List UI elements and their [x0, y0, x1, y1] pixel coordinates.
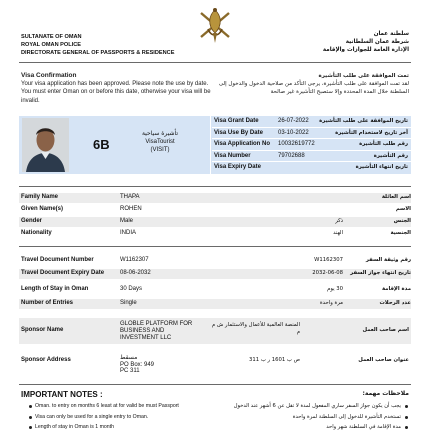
field-value: Single — [120, 300, 137, 306]
field-label: Family Name — [21, 194, 59, 200]
note-text-ar: يجب أن يكون جواز السفر ساري المفعول لمدة لا تقل عن 6 أشهر عند الدخول — [233, 403, 401, 409]
person-row-nationality — [21, 229, 411, 239]
person-row-given-names — [21, 205, 411, 215]
field-value-ar: 2032-06-08 — [312, 270, 343, 276]
confirmation-text: Your visa application has been approved. Please note the use by date. You must enter Oman on or before this date, otherwise your visa will be invalid. — [21, 81, 211, 104]
section-divider — [19, 246, 411, 247]
directorate-name-ar: الإدارة العامة للجوازات والإقامة — [322, 47, 409, 53]
bullet-icon — [29, 416, 32, 419]
person-row-gender — [21, 217, 411, 227]
header-divider — [19, 62, 411, 63]
person-photo-icon — [22, 118, 69, 172]
travel-row-expiry-date — [21, 269, 411, 279]
field-label-ar: الجنس — [393, 218, 411, 224]
visa-row-label: Visa Grant Date — [214, 118, 259, 124]
visa-row-label-ar: تاريخ الموافقة على طلب التأشيرة — [319, 118, 408, 124]
section-divider — [19, 384, 411, 385]
visa-type-code: 6B — [93, 137, 110, 152]
confirmation-title: Visa Confirmation — [21, 72, 77, 79]
field-value: THAPA — [120, 194, 140, 200]
travel-row-entries — [21, 299, 411, 309]
sponsor-name-line: INVESTMENT LLC — [120, 335, 172, 341]
field-label-ar: الجنسية — [390, 230, 411, 236]
sponsor-name — [120, 321, 192, 342]
visa-row-number — [212, 151, 411, 163]
bullet-icon — [405, 405, 408, 408]
sponsor-address — [120, 355, 154, 375]
visa-row-value: 03-10-2022 — [278, 129, 309, 136]
field-value: Male — [120, 218, 134, 224]
police-name: ROYAL OMAN POLICE — [21, 42, 81, 48]
field-label-ar: مدة الإقامة — [381, 286, 411, 292]
field-label-ar: تاريخ انتهاء جواز السفر — [350, 270, 411, 276]
confirmation-text-ar: لقد تمت الموافقة على طلب التأشيرة، يرجى التأكد من صلاحية الدخول والدخول إلى السلطنة خلال المدة المحددة وإلا ستصبح التأشيرة غير صالحة — [218, 81, 409, 96]
visa-row-value: 10032619772 — [278, 141, 315, 148]
police-name-ar: شرطة عمان السلطانية — [345, 39, 409, 45]
field-value: 08-06-2032 — [120, 270, 151, 276]
visa-row-label: Visa Application No — [214, 141, 271, 148]
visa-row-label: Visa Expiry Date — [214, 164, 261, 171]
note-text-ar: مدة الإقامة في السلطنة شهر واحد — [326, 424, 401, 430]
visa-row-label: Visa Use By Date — [214, 129, 263, 136]
header-right-arabic — [323, 30, 409, 54]
section-divider — [19, 186, 411, 187]
field-value: W1162307 — [120, 257, 149, 263]
visa-name-en: VisaTourist — [145, 139, 175, 145]
field-value: ROHEN — [120, 206, 142, 212]
field-label: Length of Stay in Oman — [21, 286, 89, 292]
bullet-icon — [29, 405, 32, 408]
visa-row-label: Visa Number — [214, 152, 251, 159]
field-value-ar: الهند — [333, 230, 343, 236]
field-label: Gender — [21, 218, 43, 224]
field-label: Travel Document Number — [21, 257, 94, 263]
field-label-ar: عدد الرحلات — [379, 300, 411, 306]
visa-row-application-no — [212, 139, 411, 151]
sponsor-name-line: BUSINESS AND — [120, 328, 165, 334]
bullet-icon — [405, 416, 408, 419]
confirmation-en — [21, 72, 216, 105]
confirmation-title-ar: تمت الموافقة على طلب التأشيرة — [318, 73, 409, 79]
sponsor-name-ar: المنصة العالمية للأعمال والاستثمار ش م م — [211, 322, 300, 335]
sponsor-address-line: PC 311 — [120, 368, 140, 374]
directorate-name: DIRECTORATE GENERAL OF PASSPORTS & RESIDENCE — [21, 50, 175, 56]
visa-row-label-ar: رقم طلب التأشيرة — [359, 141, 408, 148]
travel-row-length-of-stay — [21, 285, 411, 295]
visa-row-value: 79702688 — [278, 152, 305, 159]
visa-row-expiry-date — [212, 162, 411, 174]
sponsor-address-line: PO Box: 949 — [120, 361, 155, 368]
sponsor-address-ar: ص ب 1601 ر ب 311 — [249, 357, 300, 363]
sponsor-name-label: Sponsor Name — [21, 327, 64, 333]
note-text: Oman. to entry on months 6 least at for valid be must Passport — [35, 403, 179, 409]
visa-row-value: 26-07-2022 — [278, 118, 309, 124]
field-value: 30 Days — [120, 286, 143, 292]
header-left — [21, 33, 174, 57]
travel-row-document-number — [21, 256, 411, 266]
bullet-icon — [29, 426, 32, 429]
field-label: Given Name(s) — [21, 206, 64, 212]
field-value: INDIA — [120, 230, 137, 236]
visa-name-sub: (VISIT) — [150, 147, 170, 153]
visa-row-label-ar: آخر تاريخ لاستخدام التأشيرة — [335, 129, 408, 136]
notes-title-ar: ملاحظات مهمة: — [362, 390, 409, 397]
sponsor-name-label-ar: اسم صاحب العمل — [362, 327, 409, 333]
field-label: Travel Document Expiry Date — [21, 270, 105, 276]
visa-row-label-ar: رقم التأشيرة — [373, 152, 408, 159]
note-text-ar: تستخدم التأشيرة للدخول إلى السلطنة لمرة واحدة — [292, 414, 401, 420]
field-label: Nationality — [21, 230, 52, 236]
field-value-ar: ذكر — [335, 218, 343, 224]
note-text: Length of stay in Oman is 1 month — [35, 424, 115, 430]
note-text: Visa can only be used for a single entry to Oman. — [35, 414, 149, 420]
field-value-ar: W1162307 — [314, 257, 343, 263]
sponsor-address-label: Sponsor Address — [21, 357, 71, 363]
notes-title: IMPORTANT NOTES : — [21, 390, 103, 399]
visa-name-ar: تأشيرة سياحية — [141, 130, 179, 137]
passport-photo — [22, 118, 69, 172]
field-value-ar: 30 يوم — [327, 286, 343, 292]
field-value-ar: مرة واحدة — [319, 300, 343, 306]
sponsor-address-line: مسقط — [120, 354, 138, 361]
field-label-ar: رقم وثيقة السفر — [365, 257, 411, 263]
country-name: SULTANATE OF OMAN — [21, 34, 82, 40]
person-row-family-name — [21, 193, 411, 203]
field-label: Number of Entries — [21, 300, 74, 306]
visa-band-separator — [210, 116, 211, 174]
oman-emblem-icon — [193, 3, 237, 47]
sponsor-address-label-ar: عنوان صاحب العمل — [358, 357, 409, 363]
confirmation-ar — [209, 72, 409, 97]
visa-row-grant-date — [212, 116, 411, 128]
sponsor-name-line: GLOBLE PLATFORM FOR — [120, 321, 193, 327]
visa-row-use-by-date — [212, 128, 411, 140]
visa-name — [135, 130, 185, 154]
bullet-icon — [405, 426, 408, 429]
field-label-ar: الاسم — [395, 206, 411, 212]
visa-row-label-ar: تاريخ انتهاء التأشيرة — [355, 164, 408, 171]
country-name-ar: سلطنة عمان — [373, 31, 409, 37]
field-label-ar: اسم العائلة — [381, 194, 411, 200]
